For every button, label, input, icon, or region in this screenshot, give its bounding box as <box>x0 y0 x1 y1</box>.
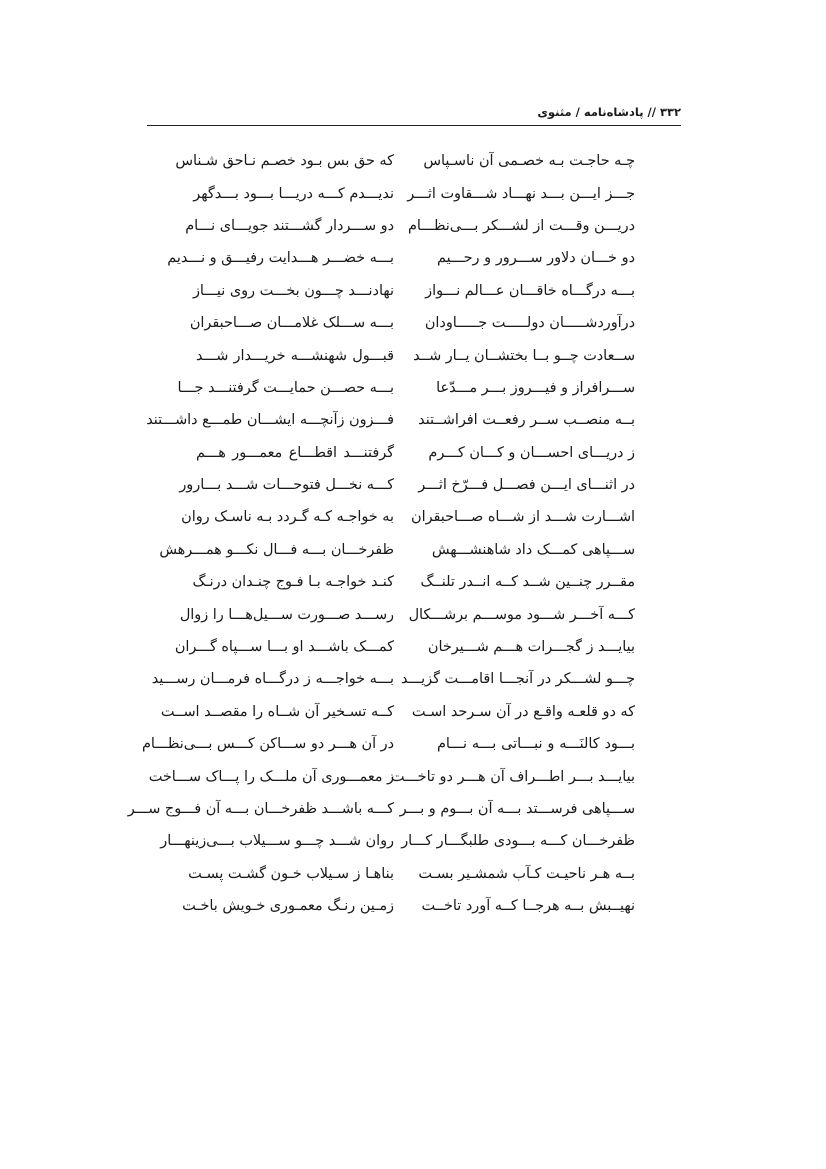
hemistich-first: بــه هـر ناحیـت کـآب شمشـیر بسـت <box>418 865 635 882</box>
couplet <box>147 631 681 663</box>
hemistich-second: گرفتنـــد اقطـــاع معمـــور هـــم <box>196 444 394 461</box>
couplet <box>147 696 681 728</box>
hemistich-first: بیایـــد بـــر اطـــراف آن هـــر دو تاخـــت <box>390 768 635 785</box>
hemistich-first: بـــود کالنَـــه و نبـــاتی بـــه نـــام <box>437 736 635 753</box>
hemistich-first: ظفرخـــان کـــه بـــودی طلبگـــار کـــار <box>401 833 635 850</box>
couplet <box>147 275 681 307</box>
couplet <box>147 890 681 922</box>
hemistich-second: ظفرخـــان بـــه فـــال نکـــو همـــرهش <box>159 541 394 558</box>
couplet <box>147 437 681 469</box>
hemistich-first: مقــرر چنــین شــد کــه انــدر تلنــگ <box>420 574 635 591</box>
hemistich-first: اشـــارت شـــد از شـــاه صـــاحبقران <box>411 509 635 526</box>
hemistich-first: دو خـــان دلاور ســـرور و رحـــیم <box>437 250 635 267</box>
hemistich-second: به خواجـه کـه گـردد بـه ناسـک روان <box>181 509 394 526</box>
couplet <box>147 372 681 404</box>
hemistich-second: کـــه باشـــد ظفرخـــان بـــه آن فـــوج ســـر <box>127 801 394 817</box>
couplet <box>147 760 681 792</box>
hemistich-second: بـــه حصـــن حمایـــت گرفتنـــد جـــا <box>177 379 394 396</box>
hemistich-second: که حق بس بـود خصـم نـاحق شـناس <box>175 153 394 170</box>
hemistich-first: بــه منصــب ســر رفعــت افراشــتند <box>418 412 635 429</box>
hemistich-first: کـــه آخـــر شـــود موســـم برشـــکال <box>408 606 635 623</box>
hemistich-first: بیایـــد ز گجـــرات هـــم شـــیرخان <box>427 639 635 656</box>
hemistich-first: نهیــبش بــه هرجــا کــه آورد تاخــت <box>421 898 635 915</box>
poem-body <box>127 145 681 922</box>
couplet <box>147 177 681 209</box>
couplet <box>147 469 681 501</box>
running-header <box>147 101 681 126</box>
couplet <box>147 825 681 857</box>
hemistich-second: بـــه خضـــر هـــدایت رفیـــق و نـــدیم <box>167 250 394 267</box>
couplet <box>147 501 681 533</box>
couplet <box>147 339 681 371</box>
hemistich-first: جـــز ایـــن بـــد نهـــاد شـــقاوت اثـــر <box>407 185 635 202</box>
couplet <box>147 210 681 242</box>
hemistich-second: کــه تسـخیر آن شــاه را مقصــد اســت <box>160 703 394 720</box>
hemistich-first: ســـپاهی فرســـتد بـــه آن بـــوم و بـــر <box>399 801 635 817</box>
couplet <box>147 566 681 598</box>
hemistich-second: کمـــک باشـــد او بـــا ســـپاه گـــران <box>174 639 394 656</box>
couplet <box>147 307 681 339</box>
hemistich-first: ســـرافراز و فیـــروز بـــر مـــدّعا <box>436 379 635 396</box>
hemistich-second: رســـد صـــورت ســـیل‌هـــا را زوال <box>179 606 394 623</box>
hemistich-first: که دو قلعـه واقـع در آن سـرحد اسـت <box>411 703 635 720</box>
hemistich-second: نهادنـــد چـــون بخـــت روی نیـــاز <box>192 282 394 299</box>
hemistich-first: ســعادت چــو بــا بختشــان یــار شــد <box>413 347 635 364</box>
couplet <box>147 534 681 566</box>
hemistich-second: ز معمـــوری آن ملـــک را پـــاک ســـاخت <box>148 768 394 785</box>
hemistich-first: بـــه درگـــاه خاقـــان عـــالم نـــواز <box>425 282 635 299</box>
running-head-text: ۳۳۲ // پادشاه‌نامه / مثنوی <box>537 105 681 119</box>
hemistich-second: بناهـا ز سـیلاب خـون گشـت پسـت <box>188 865 394 882</box>
hemistich-second: بـــه ســـلک غلامـــان صـــاحبقران <box>189 315 394 332</box>
couplet <box>147 404 681 436</box>
couplet <box>147 242 681 274</box>
hemistich-second: بـــه خواجـــه ز درگـــاه فرمـــان رســـید <box>151 671 394 688</box>
hemistich-first: چـه حاجـت بـه خصـمی آن ناسـپاس <box>423 153 635 170</box>
hemistich-first: چـــو لشـــکر در آنجـــا اقامـــت گزیـــد <box>400 671 635 688</box>
hemistich-second: کـــه نخـــل فتوحـــات شـــد بـــارور <box>179 477 394 494</box>
hemistich-second: فـــزون زآنچـــه ایشـــان طمـــع داشـــتند <box>146 412 394 429</box>
couplet <box>141 728 681 760</box>
hemistich-second: کنـد خواجـه بـا فـوج چنـدان درنـگ <box>192 574 394 591</box>
couplet <box>147 145 681 177</box>
hemistich-second: قبـــول شهنشـــه خریـــدار شـــد <box>196 347 394 364</box>
hemistich-first: درآوردشـــــان دولـــــت جـــــاودان <box>424 315 635 332</box>
hemistich-second: زمـین رنـگ معمـوری خـویش باخـت <box>182 898 394 915</box>
couplet <box>127 793 681 825</box>
hemistich-first: ســـپاهی کمـــک داد شاهنشـــهش <box>431 541 635 558</box>
hemistich-first: در اثنـــای ایـــن فصـــل فـــرّخ اثـــر <box>418 477 635 494</box>
couplet <box>147 858 681 890</box>
hemistich-second: دو ســـردار گشـــتند جویـــای نـــام <box>185 217 394 234</box>
hemistich-first: دریـــن وقـــت از لشـــکر بـــی‌نظـــام <box>408 217 635 234</box>
couplet <box>147 598 681 630</box>
hemistich-second: در آن هـــر دو ســـاکن کـــس بـــی‌نظـــام <box>141 736 394 753</box>
hemistich-second: روان شـــد چـــو ســـیلاب بـــی‌زینهـــار <box>160 833 394 850</box>
hemistich-second: ندیـــدم کـــه دریـــا بـــود بـــدگهر <box>193 185 394 202</box>
hemistich-first: ز دریـــای احســـان و کـــان کـــرم <box>428 444 635 461</box>
couplet <box>147 663 681 695</box>
